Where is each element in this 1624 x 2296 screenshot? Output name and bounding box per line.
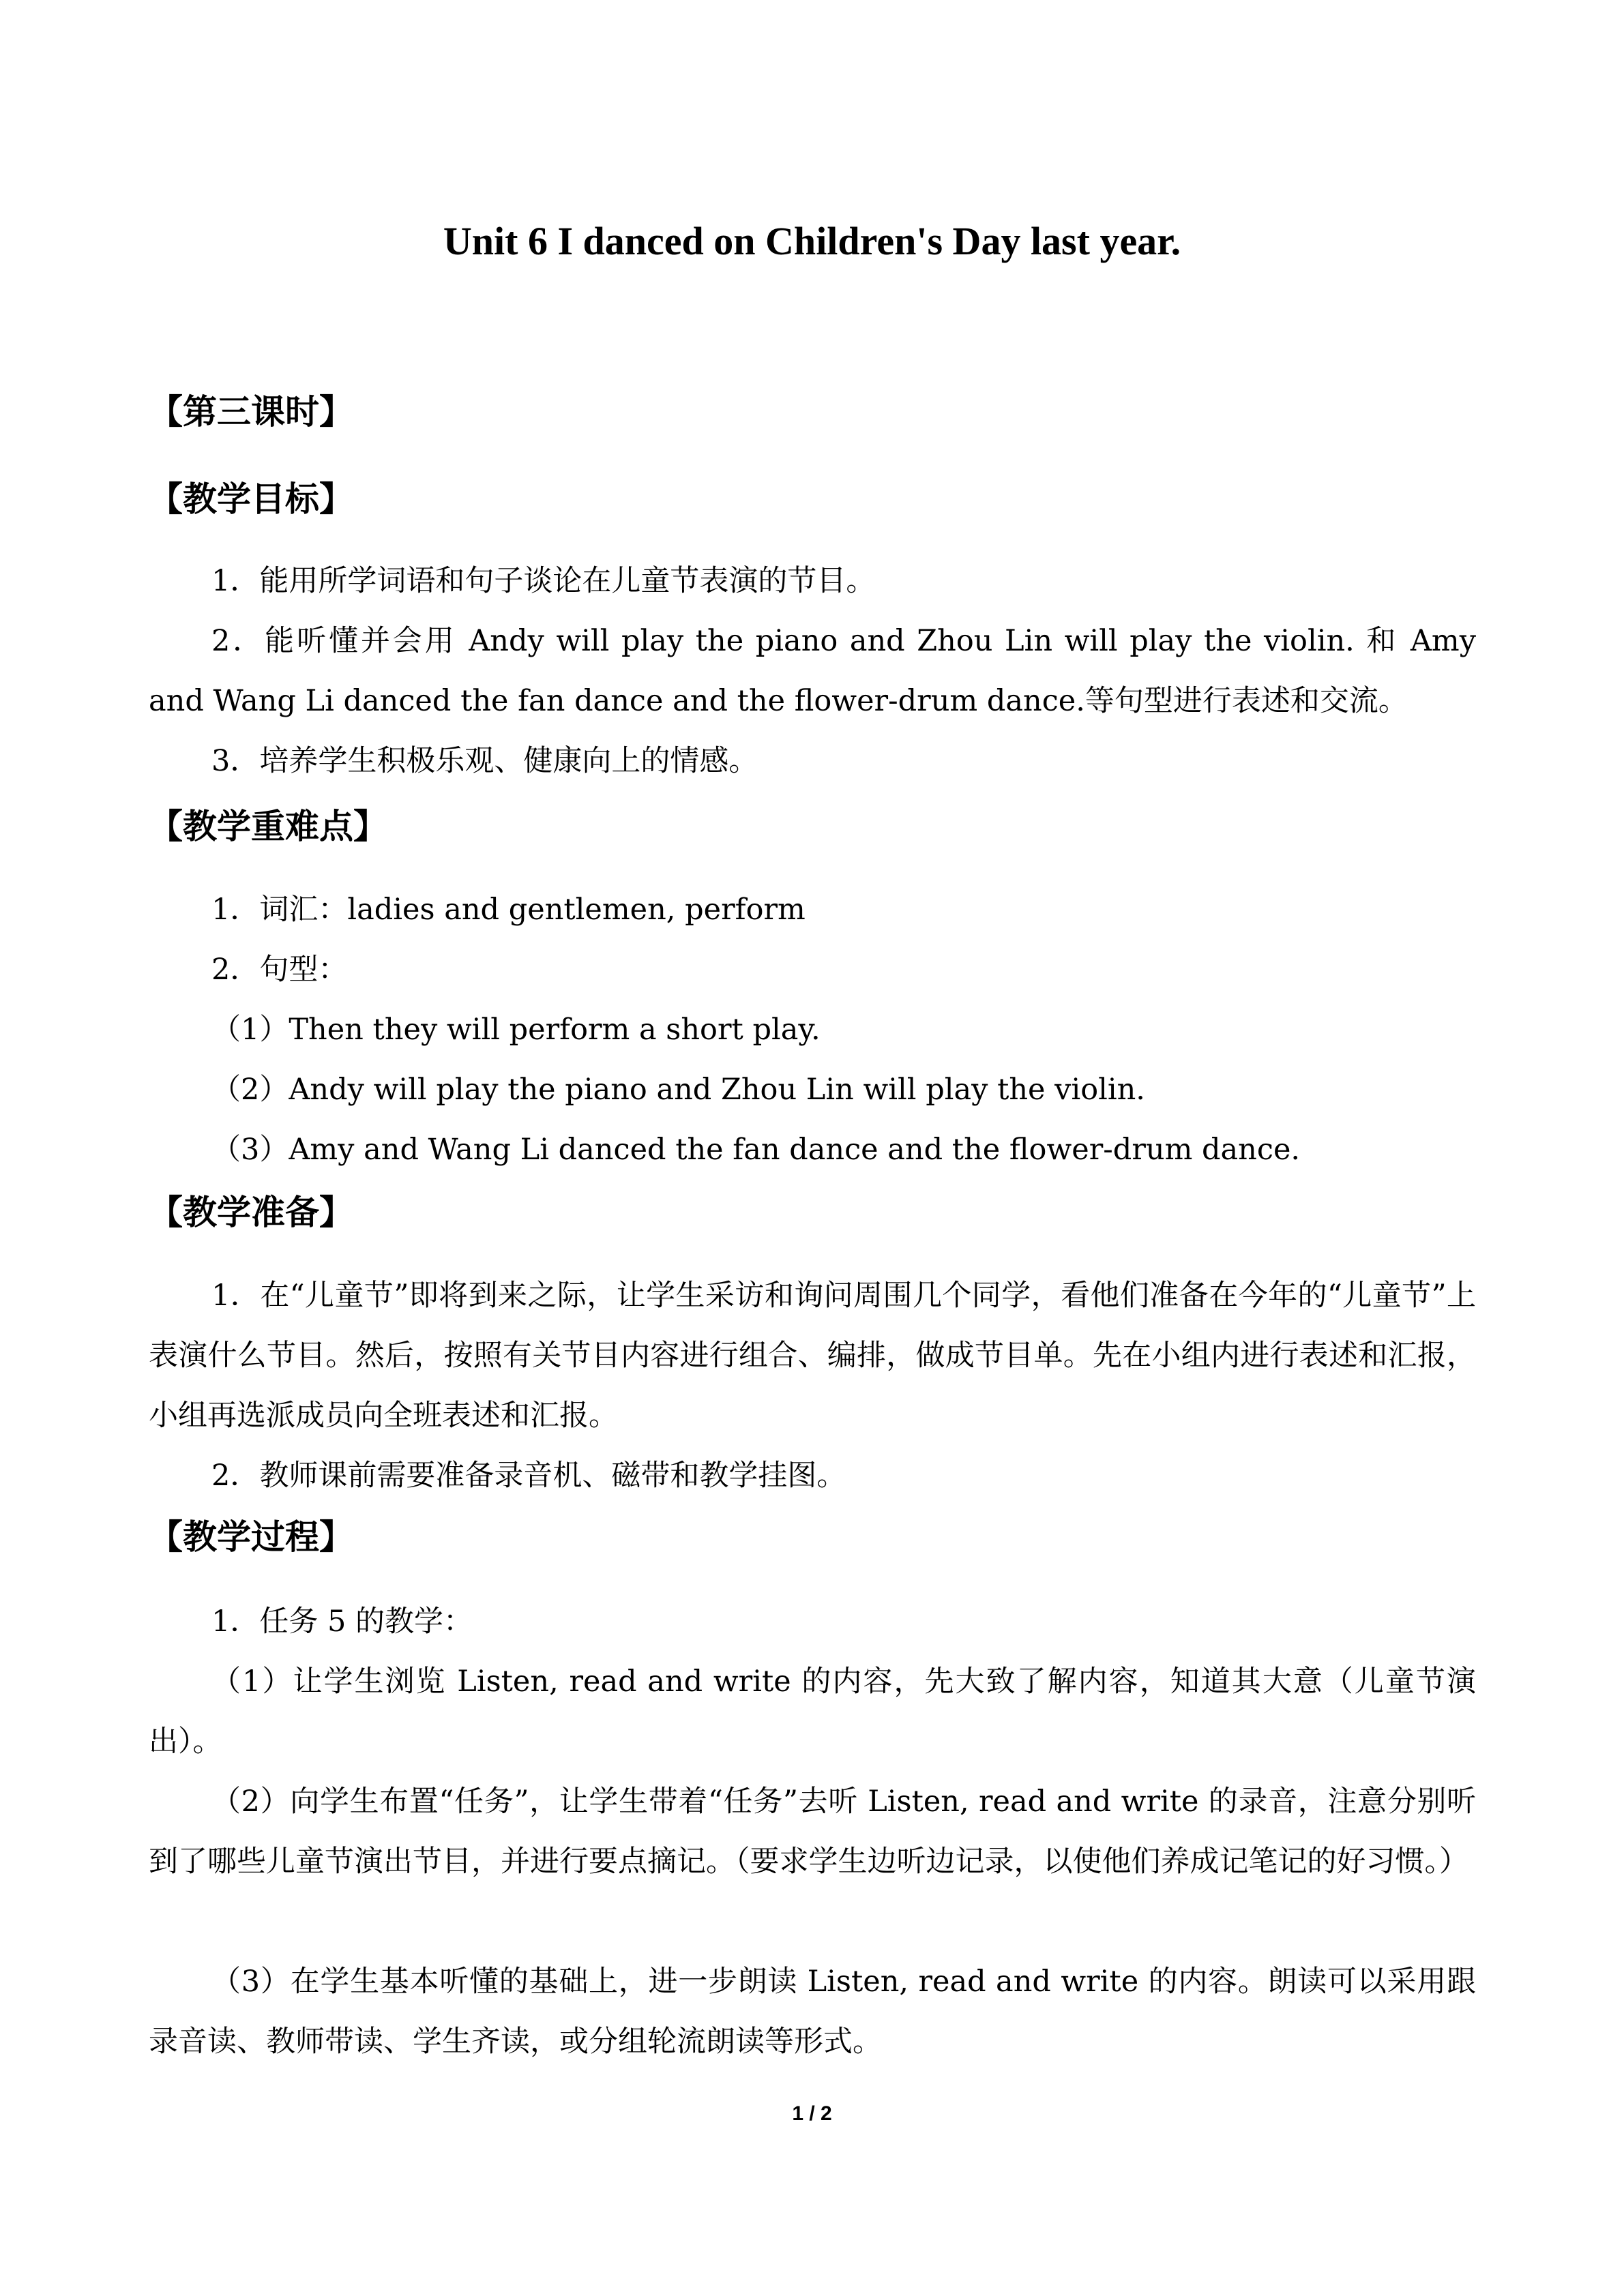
section-heading-period: 【第三课时】 xyxy=(149,392,353,432)
preparation-item-2: 2．教师课前需要准备录音机、磁带和教学挂图。 xyxy=(211,1459,846,1493)
document-title: Unit 6 I danced on Children's Day last year. xyxy=(443,219,1181,263)
key-point-sentence-3: （3）Amy and Wang Li danced the fan dance and the flower-drum dance. xyxy=(211,1133,1301,1167)
process-step-1: （1）让学生浏览 Listen, read and write 的内容，先大致了解内容，知道其大意（儿童节演出）。 xyxy=(149,1665,1476,1759)
key-point-item-1: 1．词汇：ladies and gentlemen, perform xyxy=(211,893,806,927)
key-point-item-2: 2．句型： xyxy=(211,953,348,987)
objective-item-1: 1．能用所学词语和句子谈论在儿童节表演的节目。 xyxy=(211,564,876,598)
objective-item-2: 2．能听懂并会用 Andy will play the piano and Zhou Lin will play the violin. 和 Amy and Wang Li danced the fan dance and the flower-drum dance.等句型进行表述和交流。 xyxy=(149,624,1476,718)
page-number: 1 / 2 xyxy=(792,2102,832,2125)
objective-item-3: 3．培养学生积极乐观、健康向上的情感。 xyxy=(211,744,758,778)
key-point-sentence-2: （2）Andy will play the piano and Zhou Lin will play the violin. xyxy=(211,1073,1145,1107)
process-step-2: （2）向学生布置“任务”，让学生带着“任务”去听 Listen, read and write 的录音，注意分别听到了哪些儿童节演出节目，并进行要点摘记。（要求学生边听边记录，以使他们养成记笔记的好习惯。） xyxy=(149,1785,1476,1879)
process-item-1: 1．任务 5 的教学： xyxy=(211,1605,473,1639)
section-heading-key-points: 【教学重难点】 xyxy=(149,807,387,846)
section-heading-objectives: 【教学目标】 xyxy=(149,479,353,519)
section-heading-preparation: 【教学准备】 xyxy=(149,1193,353,1232)
process-step-3: （3）在学生基本听懂的基础上，进一步朗读 Listen, read and write 的内容。朗读可以采用跟录音读、教师带读、学生齐读，或分组轮流朗读等形式。 xyxy=(149,1965,1476,2059)
key-point-sentence-1: （1）Then they will perform a short play. xyxy=(211,1013,821,1047)
preparation-item-1: 1．在“儿童节”即将到来之际，让学生采访和询问周围几个同学，看他们准备在今年的“儿童节”上表演什么节目。然后，按照有关节目内容进行组合、编排，做成节目单。先在小组内进行表述和汇报，小组再选派成员向全班表述和汇报。 xyxy=(149,1279,1476,1433)
section-heading-process: 【教学过程】 xyxy=(149,1517,353,1557)
